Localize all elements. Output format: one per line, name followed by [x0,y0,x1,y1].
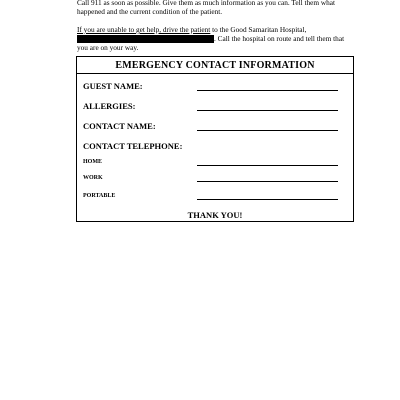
guest-name-label: GUEST NAME: [83,81,143,91]
instruction-line-5: you are on your way. [77,43,139,52]
redaction-box [77,35,214,43]
form-title: EMERGENCY CONTACT INFORMATION [115,60,315,71]
portable-label: PORTABLE [83,193,116,199]
instruction-line-3-underlined: If you are unable to get help, drive the patient [77,25,211,34]
allergies-line[interactable] [197,110,338,111]
contact-name-line[interactable] [197,130,338,131]
guest-name-line[interactable] [197,90,338,91]
emergency-contact-form [76,56,354,222]
instruction-line-2: happened and the current condition of the patient. [77,7,223,16]
instruction-line-3 [77,25,306,34]
contact-name-label: CONTACT NAME: [83,121,156,131]
instruction-line-4: . Call the hospital on route and tell them that [214,34,345,43]
work-label: WORK [83,175,103,181]
home-line[interactable] [197,165,338,166]
contact-telephone-label: CONTACT TELEPHONE: [83,141,183,151]
instruction-line-3-rest: to the Good Samaritan Hospital, [210,25,307,34]
home-label: HOME [83,159,102,165]
portable-line[interactable] [197,199,338,200]
allergies-label: ALLERGIES: [83,101,136,111]
title-divider [77,73,353,74]
instruction-line-1: Call 911 as soon as possible. Give them as much information as you can. Tell them what [77,0,336,7]
thank-you-text: THANK YOU! [187,210,243,220]
work-line[interactable] [197,181,338,182]
